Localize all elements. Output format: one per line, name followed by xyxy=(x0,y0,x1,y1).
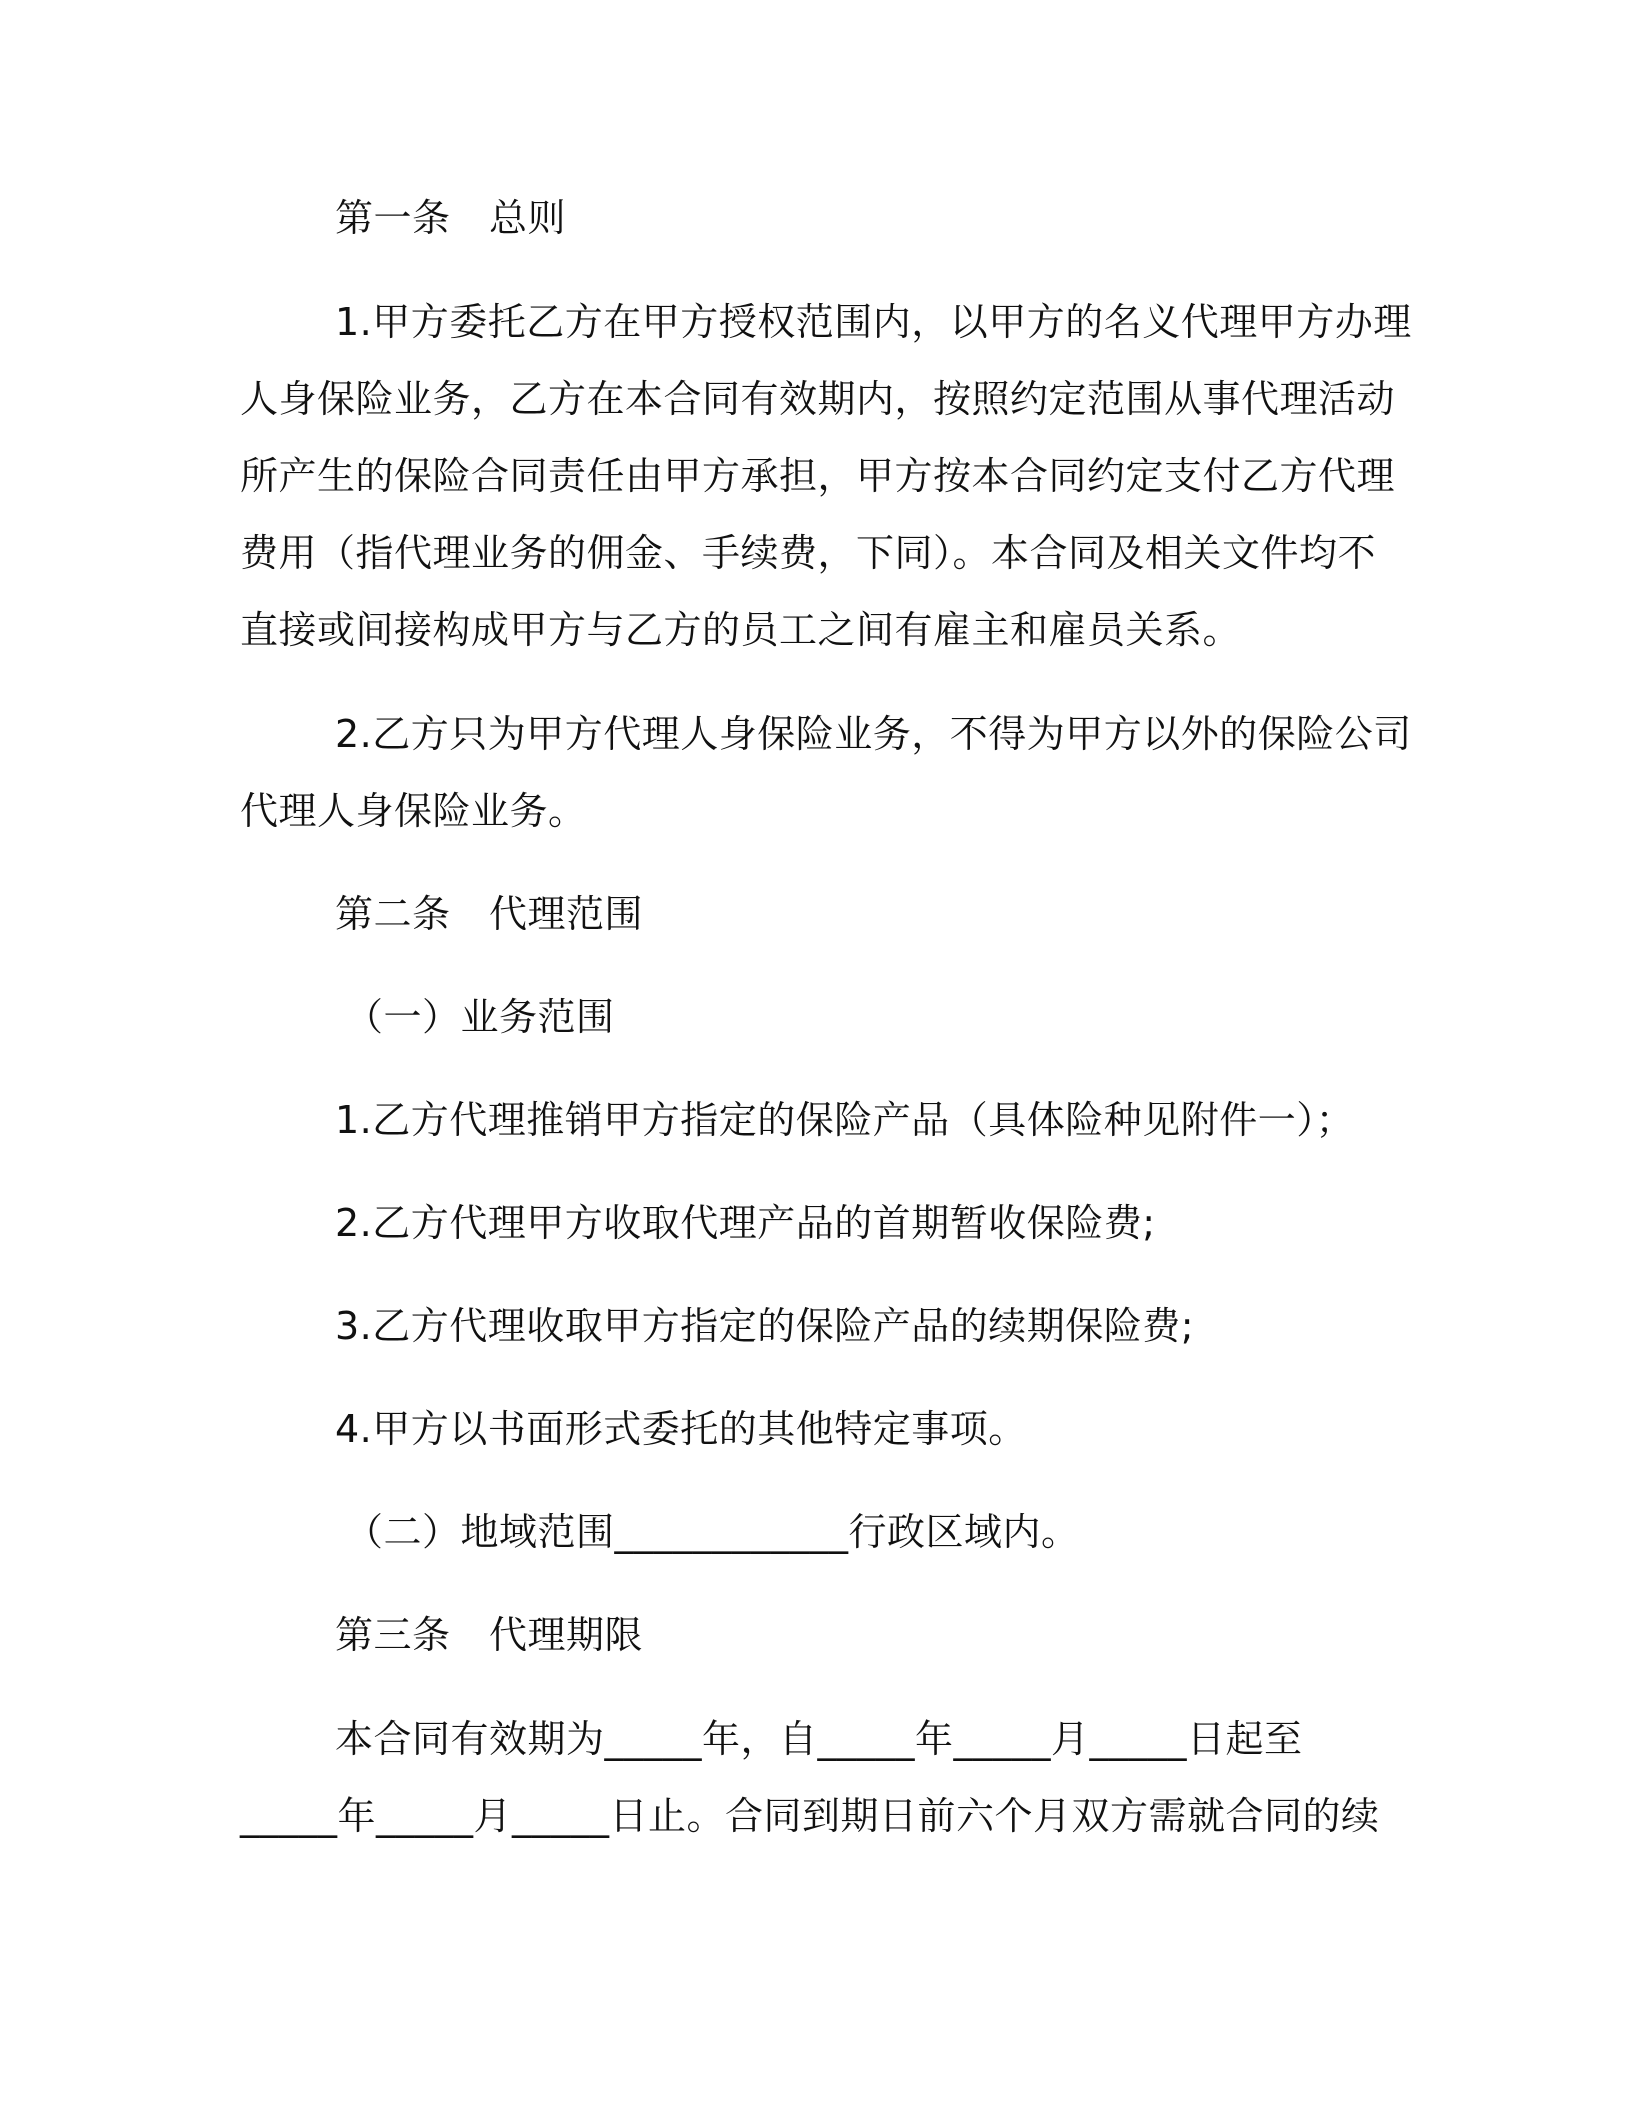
article-3-heading: 第三条 代理期限 xyxy=(335,1613,644,1657)
article-1-heading: 第一条 总则 xyxy=(335,196,567,240)
article-2-item: 4.甲方以书面形式委托的其他特定事项。 xyxy=(335,1407,1027,1451)
article-1-paragraph-1-line: 直接或间接构成甲方与乙方的员工之间有雇主和雇员关系。 xyxy=(240,608,1242,652)
article-2-heading: 第二条 代理范围 xyxy=(335,892,644,936)
article-3-term-line: 本合同有效期为_____年，自_____年_____月_____日起至 xyxy=(335,1717,1303,1761)
article-1-paragraph-2-line: 代理人身保险业务。 xyxy=(240,789,587,833)
article-1-paragraph-1-line: 费用（指代理业务的佣金、手续费，下同）。本合同及相关文件均不 xyxy=(240,531,1377,575)
article-2-subheading-business-scope: （一）业务范围 xyxy=(345,995,615,1039)
article-1-paragraph-1-line: 所产生的保险合同责任由甲方承担，甲方按本合同约定支付乙方代理 xyxy=(240,454,1396,498)
article-1-paragraph-2-line: 2.乙方只为甲方代理人身保险业务，不得为甲方以外的保险公司 xyxy=(335,712,1412,756)
article-2-subheading-region-scope: （二）地域范围____________行政区域内。 xyxy=(345,1510,1080,1554)
article-2-item: 1.乙方代理推销甲方指定的保险产品（具体险种见附件一）； xyxy=(335,1098,1355,1142)
article-2-item: 2.乙方代理甲方收取代理产品的首期暂收保险费; xyxy=(335,1201,1156,1245)
article-2-item: 3.乙方代理收取甲方指定的保险产品的续期保险费; xyxy=(335,1304,1195,1348)
article-1-paragraph-1-line: 1.甲方委托乙方在甲方授权范围内，以甲方的名义代理甲方办理 xyxy=(335,300,1412,344)
article-3-term-line: _____年_____月_____日止。合同到期日前六个月双方需就合同的续 xyxy=(240,1794,1380,1838)
article-1-paragraph-1-line: 人身保险业务，乙方在本合同有效期内，按照约定范围从事代理活动 xyxy=(240,377,1396,421)
